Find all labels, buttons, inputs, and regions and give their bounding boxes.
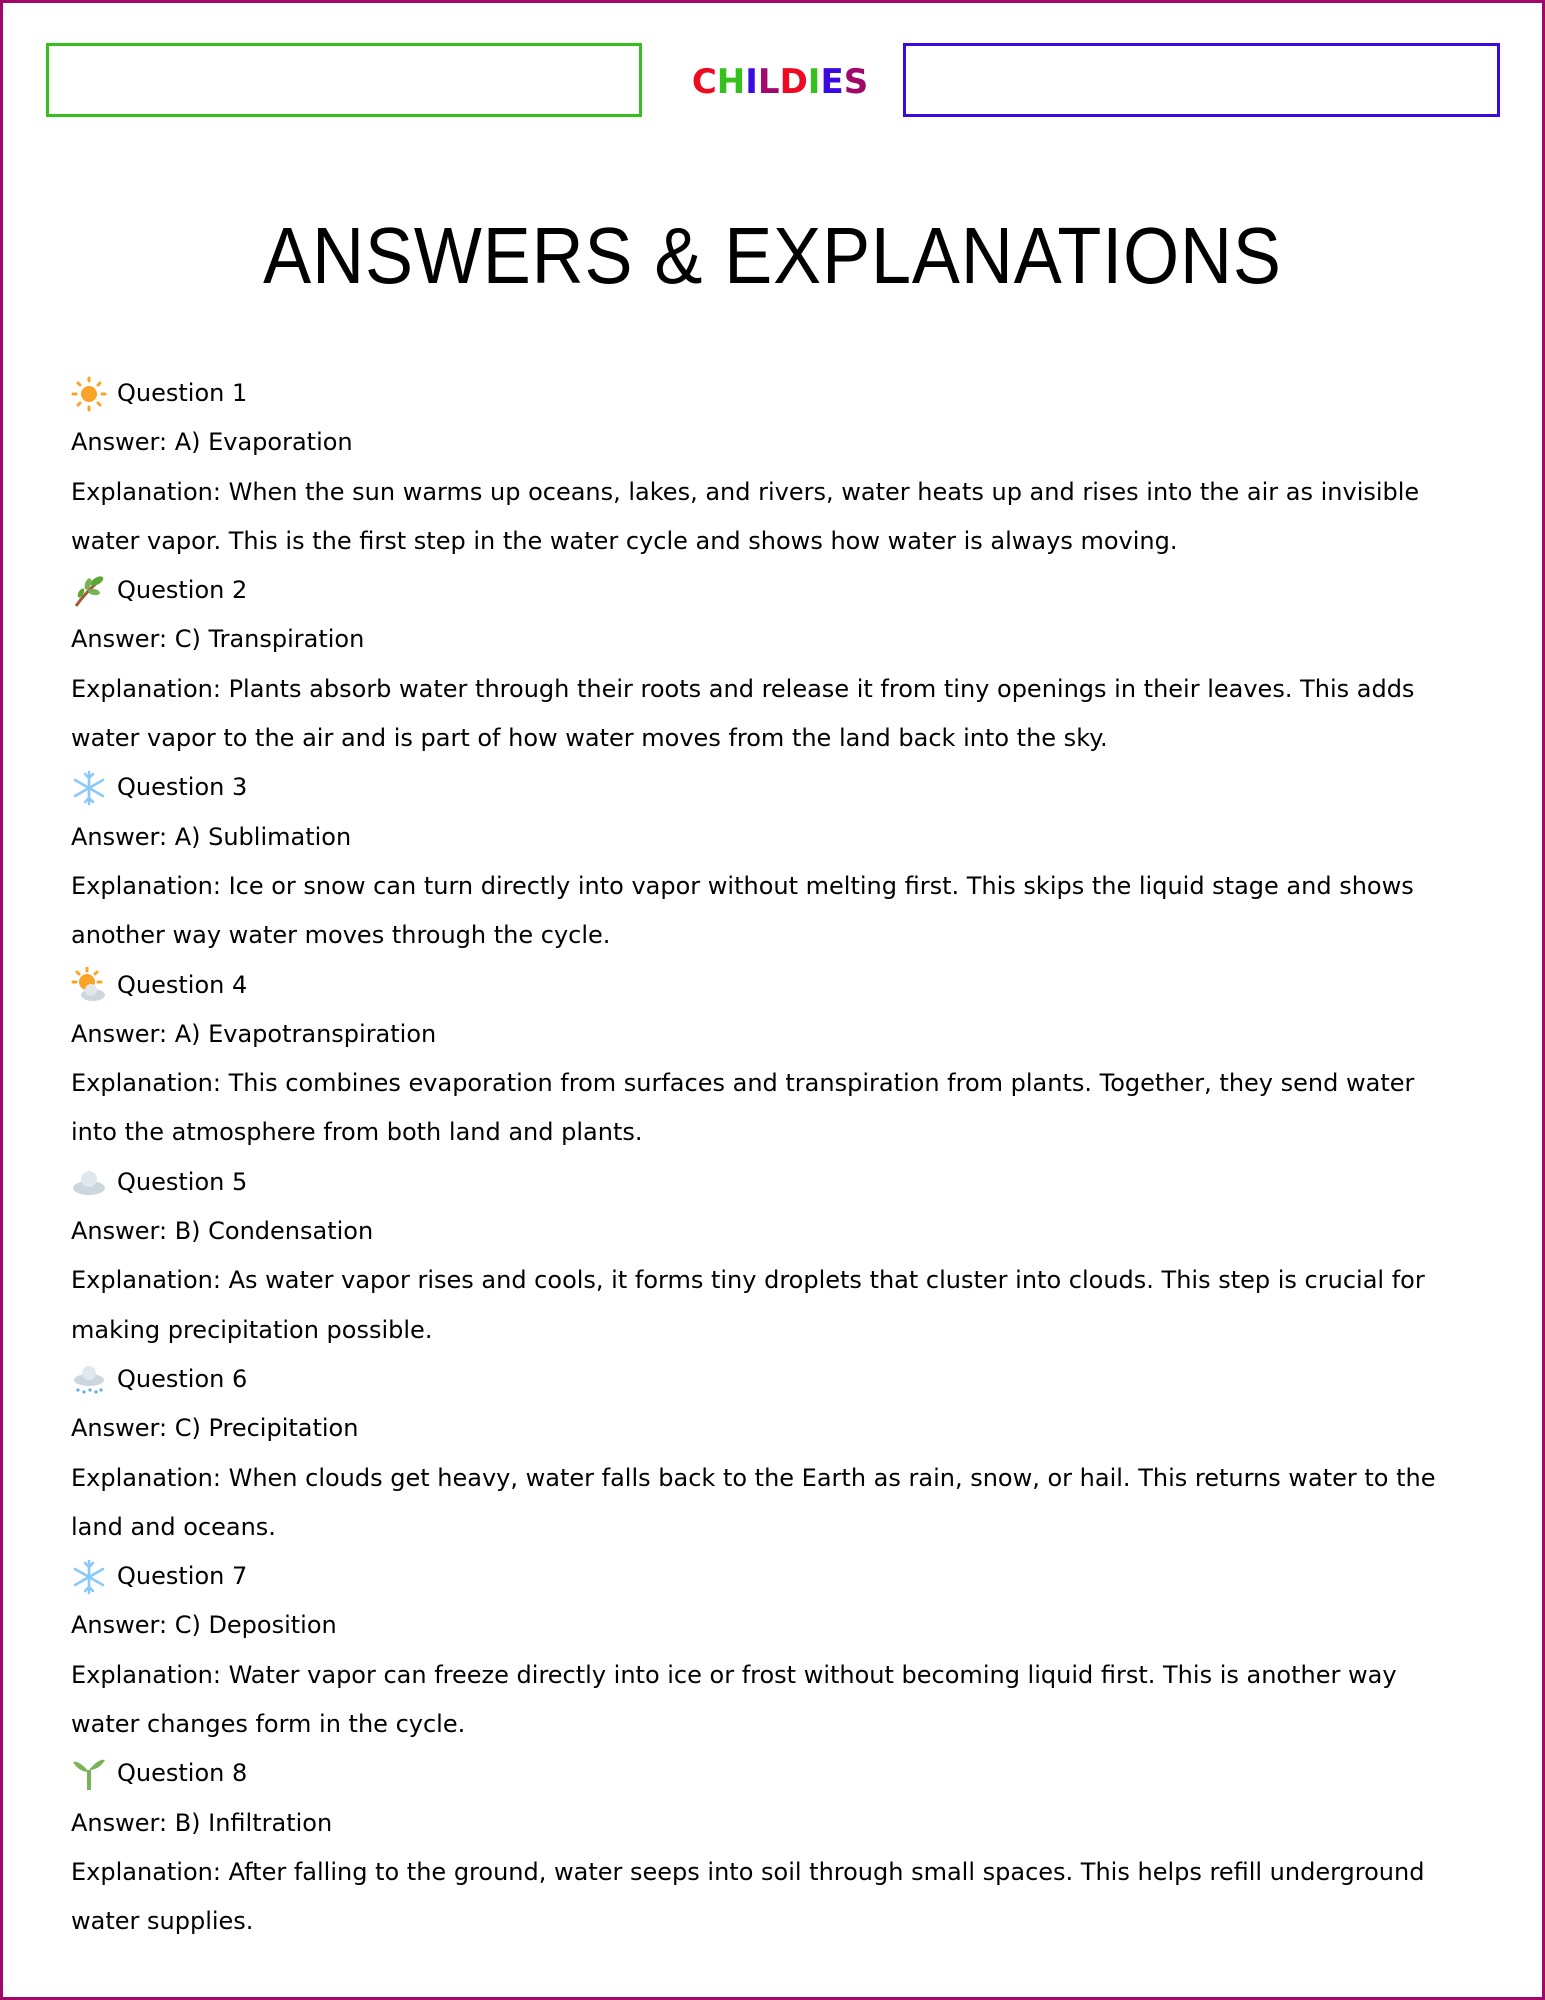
seedling-icon <box>71 1756 107 1792</box>
logo-letter: L <box>757 62 780 102</box>
question-label: Question 6 <box>117 1364 248 1393</box>
question-heading <box>71 1552 1471 1601</box>
answer-text: Answer: A) Evaporation <box>71 428 353 457</box>
explanation-text: making precipitation possible. <box>71 1315 433 1344</box>
question-label: Question 3 <box>117 773 248 802</box>
snowflake-icon <box>71 1559 107 1595</box>
explanation-text: Explanation: Ice or snow can turn directly into vapor without melting first. This skips the liquid stage and shows <box>71 871 1414 900</box>
name-field-box[interactable] <box>46 43 642 117</box>
page-title: ANSWERS & EXPLANATIONS <box>263 211 1282 300</box>
explanation-text: water vapor. This is the first step in the water cycle and shows how water is always moving. <box>71 526 1178 555</box>
rain-cloud-icon <box>71 1362 107 1398</box>
question-heading <box>71 763 1471 812</box>
answer-text: Answer: B) Infiltration <box>71 1808 333 1837</box>
question-heading <box>71 1158 1471 1207</box>
question-heading <box>71 566 1471 615</box>
logo-letter: I <box>745 62 758 102</box>
snowflake-icon <box>71 770 107 806</box>
explanation-text: Explanation: Plants absorb water through their roots and release it from tiny openings in their leaves. This adds <box>71 674 1415 703</box>
childies-logo <box>680 58 880 106</box>
explanation-text: Explanation: When the sun warms up oceans, lakes, and rivers, water heats up and rises into the air as invisible <box>71 477 1420 506</box>
explanation-text: Explanation: This combines evaporation from surfaces and transpiration from plants. Together, they send water <box>71 1069 1415 1098</box>
answer-text: Answer: A) Evapotranspiration <box>71 1019 437 1048</box>
explanation-text: Explanation: As water vapor rises and cools, it forms tiny droplets that cluster into clouds. This step is crucial for <box>71 1266 1425 1295</box>
question-heading <box>71 1749 1471 1798</box>
explanation-text: water supplies. <box>71 1907 254 1936</box>
answer-text: Answer: C) Deposition <box>71 1611 337 1640</box>
explanation-text: Explanation: Water vapor can freeze directly into ice or frost without becoming liquid first. This is another way <box>71 1660 1397 1689</box>
answer-text: Answer: C) Transpiration <box>71 625 365 654</box>
answer-text: Answer: C) Precipitation <box>71 1414 359 1443</box>
answer-text: Answer: A) Sublimation <box>71 822 352 851</box>
question-heading <box>71 369 1471 418</box>
question-label: Question 2 <box>117 576 248 605</box>
question-label: Question 5 <box>117 1167 248 1196</box>
logo-letter: C <box>691 62 717 102</box>
logo-letter: I <box>807 62 821 102</box>
explanation-text: into the atmosphere from both land and plants. <box>71 1118 643 1147</box>
explanation-text: Explanation: After falling to the ground, water seeps into soil through small spaces. This helps refill underground <box>71 1857 1425 1886</box>
question-heading <box>71 961 1471 1010</box>
cloud-icon <box>71 1164 107 1200</box>
leafy-branch-icon <box>71 573 107 609</box>
logo-letter: S <box>843 62 869 102</box>
explanation-text: water changes form in the cycle. <box>71 1710 466 1739</box>
question-label: Question 1 <box>117 379 248 407</box>
question-label: Question 7 <box>117 1562 248 1591</box>
date-field-box[interactable] <box>903 43 1500 117</box>
explanation-text: water vapor to the air and is part of how water moves from the land back into the sky. <box>71 724 1108 753</box>
answer-text: Answer: B) Condensation <box>71 1217 374 1246</box>
question-heading <box>71 1355 1471 1404</box>
question-label: Question 8 <box>117 1759 248 1788</box>
explanation-text: another way water moves through the cycle. <box>71 921 611 950</box>
logo-letter: D <box>779 62 808 102</box>
logo-letter: E <box>820 62 844 102</box>
explanation-text: land and oceans. <box>71 1512 276 1541</box>
question-label: Question 4 <box>117 970 248 999</box>
sun-behind-cloud-icon <box>71 967 107 1003</box>
explanation-text: Explanation: When clouds get heavy, water falls back to the Earth as rain, snow, or hail. This returns water to the <box>71 1463 1436 1492</box>
sun-icon <box>71 376 107 412</box>
answers-list <box>71 369 1471 1947</box>
logo-letter: H <box>716 62 746 102</box>
